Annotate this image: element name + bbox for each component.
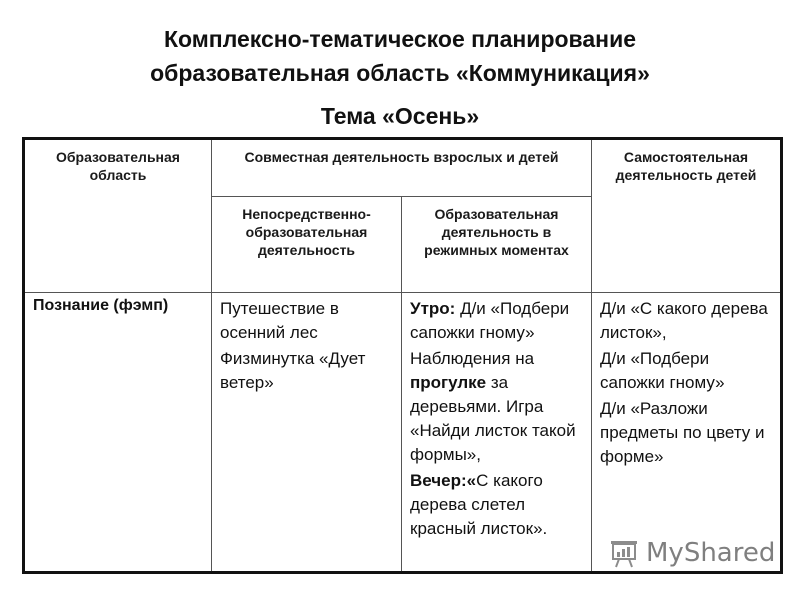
page-title-line-2: образовательная область «Коммуникация» xyxy=(150,60,650,86)
header-educational-area: Образовательная область xyxy=(24,139,212,293)
watermark-text: MyShared xyxy=(646,538,776,568)
header-independent-activity: Самостоятельная деятельность детей xyxy=(592,139,782,293)
direct-activity-cell xyxy=(212,293,402,573)
direct-activity-item: Путешествие в осенний лес xyxy=(220,299,339,342)
walk-text-pre: Наблюдения на xyxy=(410,349,535,368)
table-row xyxy=(24,293,782,573)
morning-label: Утро: xyxy=(410,299,456,318)
independent-activity-cell xyxy=(592,293,782,573)
topic-title: Тема «Осень» xyxy=(320,103,480,129)
page-title-line-1: Комплексно-тематическое планирование xyxy=(164,26,636,52)
routine-evening xyxy=(410,469,583,541)
direct-activity-item: Физминутка «Дует ветер» xyxy=(220,349,366,392)
routine-morning xyxy=(410,297,583,345)
myshared-watermark xyxy=(607,536,775,570)
header-routine-activity: Образовательная деятельность в режимных моментах xyxy=(402,197,592,293)
planning-table xyxy=(22,137,783,574)
routine-activity-cell xyxy=(402,293,592,573)
routine-walk xyxy=(410,347,583,467)
independent-activity-item: Д/и «Разложи предметы по цвету и форме» xyxy=(600,399,765,466)
header-direct-educational-activity: Непосредственно-образовательная деятельность xyxy=(212,197,402,293)
walk-label: прогулке xyxy=(410,373,487,392)
evening-text: С какого дерева слетел красный листок». xyxy=(410,471,548,538)
evening-label: Вечер:« xyxy=(410,471,477,490)
walk-text-post: за деревьями. Игра «Найди листок такой формы», xyxy=(410,373,576,464)
independent-activity-item: Д/и «С какого дерева листок», xyxy=(600,299,768,342)
morning-text: Д/и «Подбери сапожки гному» xyxy=(410,299,570,342)
row-area-cell: Познание (фэмп) xyxy=(24,293,212,573)
header-joint-activity: Совместная деятельность взрослых и детей xyxy=(212,139,592,197)
independent-activity-item: Д/и «Подбери сапожки гному» xyxy=(600,349,725,392)
presentation-board-icon xyxy=(607,536,641,570)
